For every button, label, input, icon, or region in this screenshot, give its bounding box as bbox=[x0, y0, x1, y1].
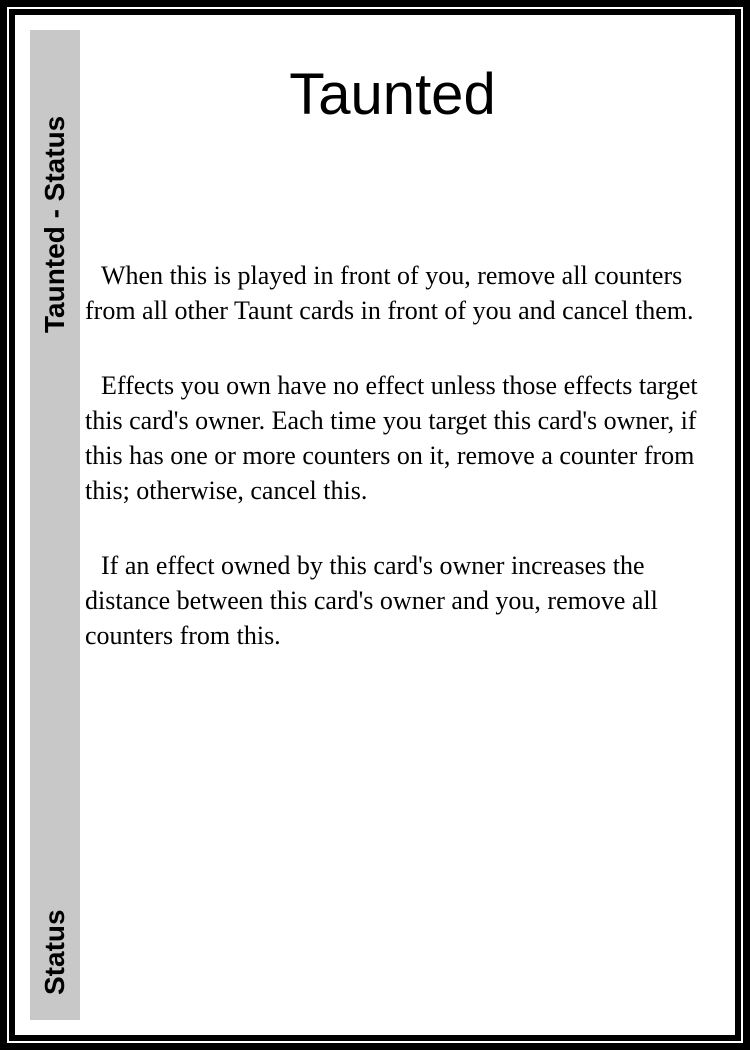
rules-paragraph: If an effect owned by this card's owner increases the distance between this card's owner and you, remove all counters from this. bbox=[85, 551, 658, 650]
card-rules-text bbox=[85, 258, 705, 693]
card-side-bar bbox=[30, 30, 80, 1020]
card-title: Taunted bbox=[289, 62, 496, 127]
rules-paragraph: Effects you own have no effect unless those effects target this card's owner. Each time you target this card's owner, if this has one or more counters on it, remove a counter from this; otherwise, cancel this. bbox=[85, 371, 698, 505]
card-type-label: Taunted - Status bbox=[39, 115, 70, 333]
rules-paragraph: When this is played in front of you, remove all counters from all other Taunt cards in front of you and cancel them. bbox=[85, 261, 694, 325]
card-category-label: Status bbox=[39, 909, 70, 995]
